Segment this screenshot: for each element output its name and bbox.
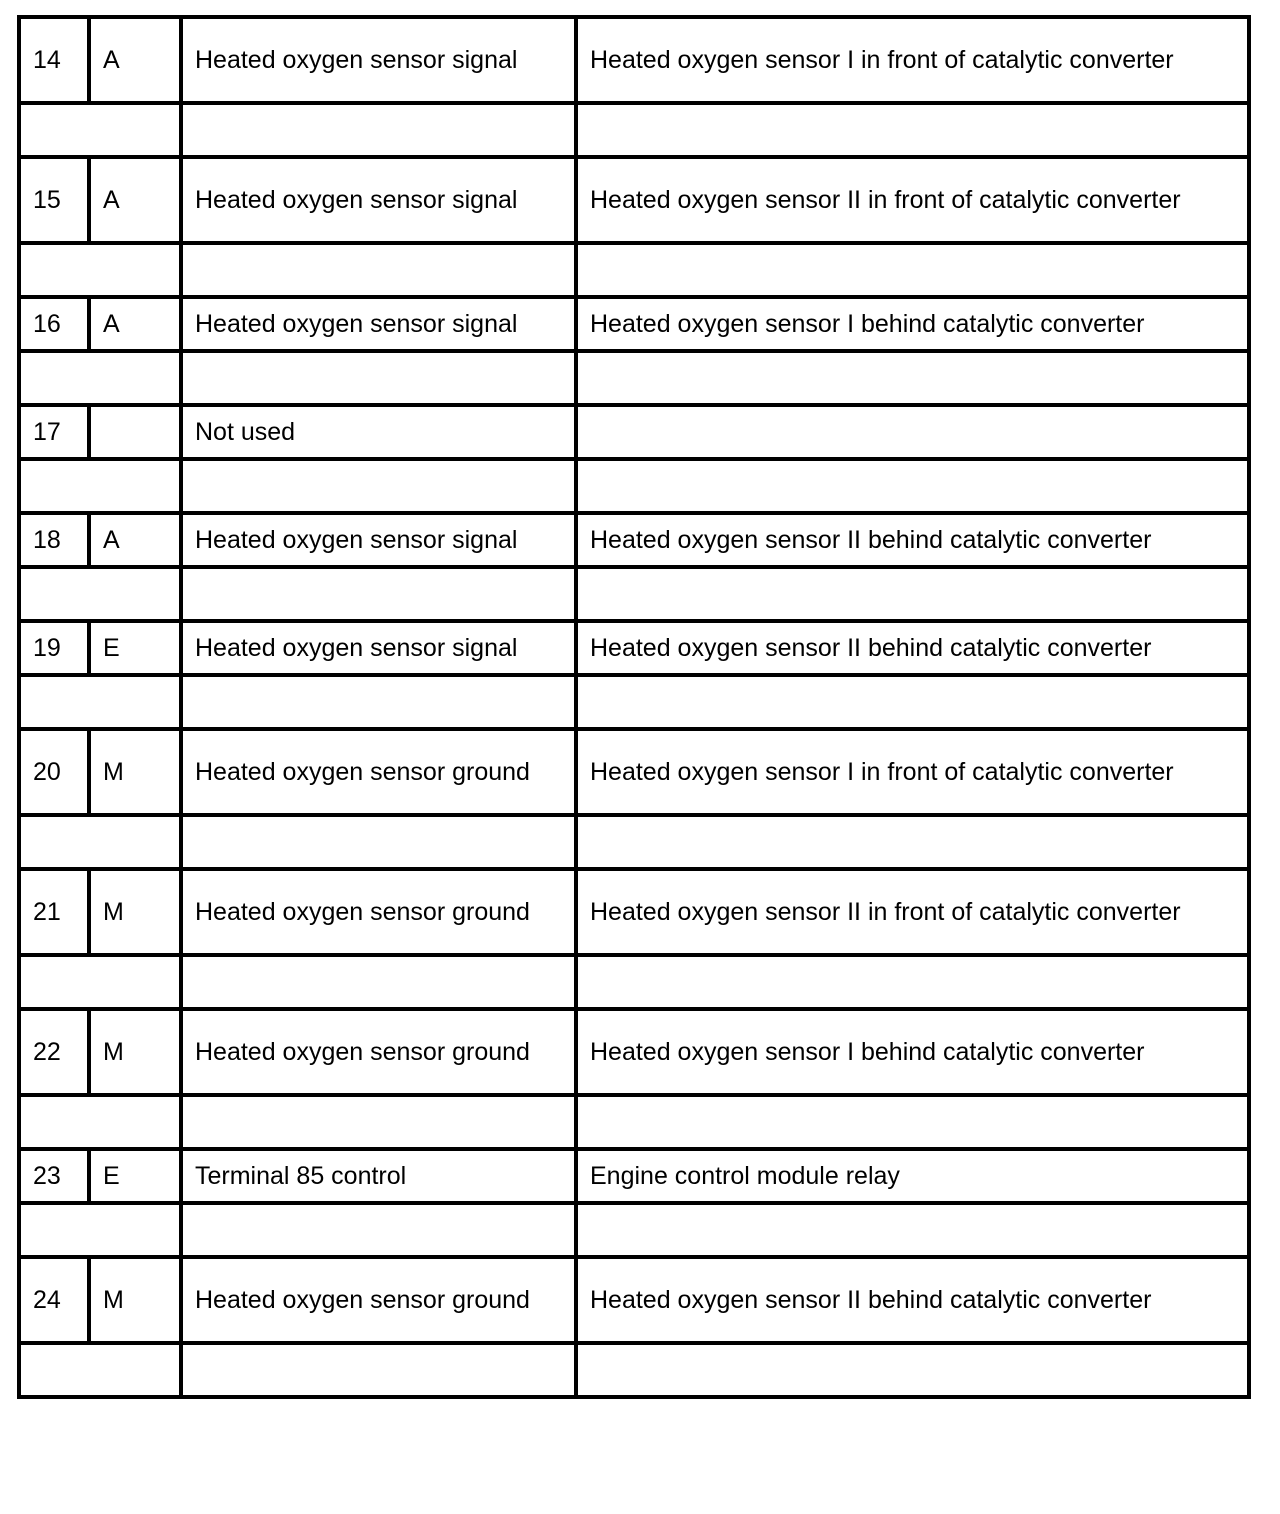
table-row <box>19 405 1249 459</box>
spacer-row <box>19 1095 1249 1149</box>
pin-number-cell: 21 <box>19 869 89 955</box>
spacer-row <box>19 1343 1249 1397</box>
table-row <box>19 869 1249 955</box>
signal-description-cell: Heated oxygen sensor signal <box>181 513 576 567</box>
spacer-row <box>19 1203 1249 1257</box>
pin-number-cell: 20 <box>19 729 89 815</box>
signal-type-cell: A <box>89 17 181 103</box>
signal-type-cell: E <box>89 1149 181 1203</box>
signal-description-cell: Terminal 85 control <box>181 1149 576 1203</box>
spacer-row <box>19 675 1249 729</box>
component-cell: Heated oxygen sensor II in front of catalytic converter <box>576 869 1249 955</box>
component-cell: Engine control module relay <box>576 1149 1249 1203</box>
component-cell <box>576 405 1249 459</box>
signal-description-cell: Heated oxygen sensor signal <box>181 157 576 243</box>
signal-type-cell: E <box>89 621 181 675</box>
spacer-row <box>19 955 1249 1009</box>
signal-type-cell: A <box>89 297 181 351</box>
component-cell: Heated oxygen sensor I behind catalytic converter <box>576 297 1249 351</box>
signal-description-cell: Heated oxygen sensor ground <box>181 1257 576 1343</box>
table-row <box>19 297 1249 351</box>
component-cell: Heated oxygen sensor I behind catalytic converter <box>576 1009 1249 1095</box>
signal-description-cell: Heated oxygen sensor ground <box>181 869 576 955</box>
spacer-row <box>19 351 1249 405</box>
table-row <box>19 729 1249 815</box>
spacer-row <box>19 103 1249 157</box>
spacer-row <box>19 243 1249 297</box>
pin-number-cell: 15 <box>19 157 89 243</box>
table-row <box>19 1257 1249 1343</box>
table-row <box>19 621 1249 675</box>
pin-number-cell: 18 <box>19 513 89 567</box>
pin-number-cell: 24 <box>19 1257 89 1343</box>
signal-type-cell: M <box>89 1257 181 1343</box>
signal-description-cell: Heated oxygen sensor ground <box>181 1009 576 1095</box>
pin-number-cell: 17 <box>19 405 89 459</box>
signal-type-cell: M <box>89 869 181 955</box>
pin-number-cell: 14 <box>19 17 89 103</box>
pin-number-cell: 22 <box>19 1009 89 1095</box>
component-cell: Heated oxygen sensor II behind catalytic converter <box>576 513 1249 567</box>
signal-type-cell: A <box>89 513 181 567</box>
signal-type-cell: A <box>89 157 181 243</box>
component-cell: Heated oxygen sensor II behind catalytic converter <box>576 1257 1249 1343</box>
signal-type-cell <box>89 405 181 459</box>
signal-description-cell: Heated oxygen sensor ground <box>181 729 576 815</box>
table-row <box>19 157 1249 243</box>
pin-assignment-table <box>17 15 1251 1399</box>
signal-description-cell: Not used <box>181 405 576 459</box>
spacer-row <box>19 567 1249 621</box>
signal-type-cell: M <box>89 729 181 815</box>
spacer-row <box>19 459 1249 513</box>
component-cell: Heated oxygen sensor I in front of catalytic converter <box>576 729 1249 815</box>
pin-number-cell: 23 <box>19 1149 89 1203</box>
component-cell: Heated oxygen sensor II in front of catalytic converter <box>576 157 1249 243</box>
table-row <box>19 17 1249 103</box>
signal-description-cell: Heated oxygen sensor signal <box>181 621 576 675</box>
signal-description-cell: Heated oxygen sensor signal <box>181 297 576 351</box>
signal-type-cell: M <box>89 1009 181 1095</box>
component-cell: Heated oxygen sensor II behind catalytic converter <box>576 621 1249 675</box>
signal-description-cell: Heated oxygen sensor signal <box>181 17 576 103</box>
spacer-row <box>19 815 1249 869</box>
component-cell: Heated oxygen sensor I in front of catalytic converter <box>576 17 1249 103</box>
table-row <box>19 1149 1249 1203</box>
table-row <box>19 1009 1249 1095</box>
table-row <box>19 513 1249 567</box>
pin-number-cell: 19 <box>19 621 89 675</box>
pin-number-cell: 16 <box>19 297 89 351</box>
